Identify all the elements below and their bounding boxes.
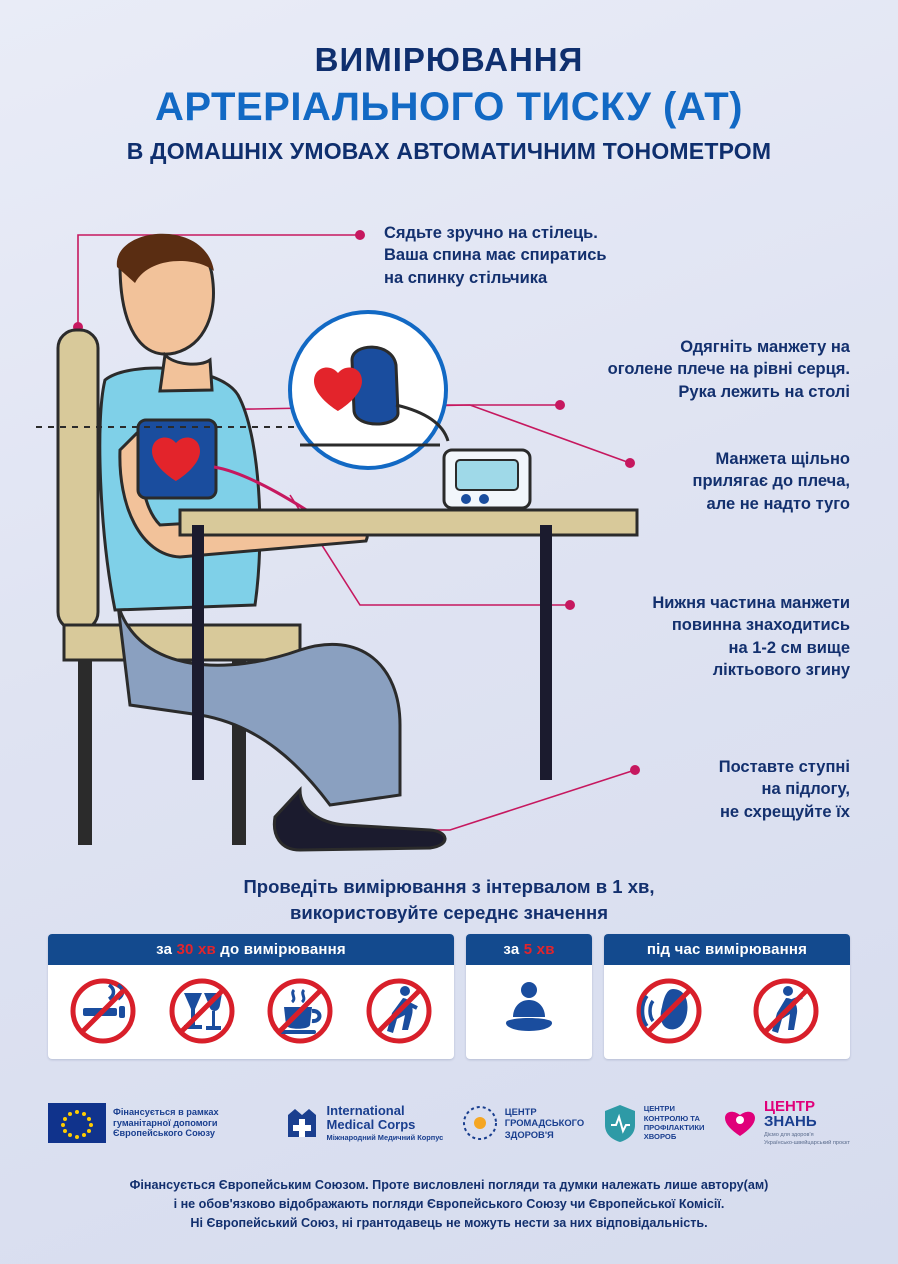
imc-text [327, 1104, 444, 1143]
callout-line: прилягає до плеча, [692, 472, 850, 491]
middle-note-line-2: використовуйте середнє значення [289, 901, 608, 923]
ccd-line-3: ПРОФІЛАКТИКИ [643, 1123, 705, 1132]
page-title [0, 42, 898, 165]
kc-line-2: ЗНАНЬ [763, 1113, 817, 1131]
callout-line: на спинку стільчика [384, 268, 548, 287]
eu-flag-icon [48, 1103, 106, 1143]
panel-header [466, 934, 592, 965]
rest-meditation-icon [487, 975, 571, 1047]
footer-line-2: і не обов'язково відображають погляди Європейського Союзу чи Європейської Комісії. [173, 1196, 725, 1211]
logo-knowledge-center [723, 1099, 850, 1147]
panel-during-measurement [604, 934, 850, 1059]
panel-head-before: під час вимірювання [646, 941, 808, 958]
callout-line: оголене плече на рівні серця. [607, 360, 850, 379]
logo-strip [48, 1092, 850, 1154]
phc-text [505, 1106, 584, 1140]
no-exercise-icon [357, 975, 441, 1047]
callout-cuff-position [540, 592, 850, 681]
knowledge-center-text [764, 1099, 850, 1147]
no-moving-icon [744, 975, 828, 1047]
callout-line: Поставте ступні [718, 758, 850, 776]
callout-line: але не надто туго [706, 494, 850, 513]
callout-cuff-on-bare-arm [520, 336, 850, 403]
rules-panels [48, 934, 850, 1059]
callout-cuff-snug [560, 448, 850, 515]
callout-line: ліктьового згину [712, 660, 850, 679]
title-line-2: АРТЕРІАЛЬНОГО ТИСКУ (АТ) [155, 85, 743, 130]
no-alcohol-icon [160, 975, 244, 1047]
callout-line: Сядьте зручно на стілець. [384, 224, 598, 242]
footer-disclaimer [0, 1176, 898, 1233]
panel-head-after: до вимірювання [215, 941, 346, 958]
callout-line: Нижня частина манжети [652, 594, 850, 612]
kc-sub-2: Українсько-швейцарський проєкт [763, 1140, 850, 1147]
imc-sub: Міжнародний Медичний Корпус [326, 1132, 444, 1142]
title-line-3: В ДОМАШНІХ УМОВАХ АВТОМАТИЧНИМ ТОНОМЕТРОМ [126, 138, 772, 165]
phc-mark-icon [462, 1105, 498, 1141]
magnifier-detail [290, 312, 448, 468]
logo-eu-funding [48, 1103, 265, 1143]
panel-body [466, 965, 592, 1059]
panel-head-highlight: 30 хв [176, 941, 216, 958]
imc-mark-icon [284, 1103, 320, 1143]
footer-line-3: Ні Європейський Союз, ні грантодавець не можуть нести за них відповідальність. [190, 1215, 708, 1230]
panel-header [604, 934, 850, 965]
no-talking-icon [627, 975, 711, 1047]
panel-before-30-min [48, 934, 454, 1059]
imc-name-line-2: Medical Corps [326, 1116, 416, 1132]
callout-line: Одягніть манжету на [680, 338, 850, 356]
callout-line: на 1-2 см вище [728, 638, 850, 657]
callout-feet-on-floor [590, 756, 850, 823]
ccd-text [644, 1104, 705, 1142]
panel-head-before: за [503, 941, 524, 958]
ccd-line-4: ХВОРОБ [643, 1132, 677, 1142]
callout-line: не схрещуйте їх [719, 802, 850, 821]
no-coffee-icon [258, 975, 342, 1047]
callout-sit-comfortably [384, 222, 684, 289]
callout-line: Рука лежить на столі [678, 382, 850, 401]
callout-line: повинна знаходитись [671, 616, 850, 635]
panel-before-5-min [466, 934, 592, 1059]
kc-sub-1: Діємо для здоров'я [763, 1131, 814, 1138]
ccd-shield-icon [603, 1103, 637, 1143]
panel-header [48, 934, 454, 965]
panel-head-highlight: 5 хв [523, 941, 555, 958]
no-smoking-icon [61, 975, 145, 1047]
callout-line: на підлогу, [761, 780, 850, 799]
logo-international-medical-corps [284, 1103, 444, 1143]
kc-line-1: ЦЕНТР [763, 1098, 815, 1116]
phc-line-2: ГРОМАДСЬКОГО [504, 1117, 585, 1129]
title-line-1: ВИМІРЮВАННЯ [314, 41, 584, 78]
logo-public-health-center [462, 1105, 584, 1141]
panel-body [604, 965, 850, 1059]
footer-line-1: Фінансується Європейським Союзом. Проте висловлені погляди та думки належать лише автору(ам) [129, 1178, 769, 1192]
eu-funding-text: Фінансується в рамках гуманітарної допомоги Європейського Союзу [113, 1107, 219, 1139]
middle-note-line-1: Проведіть вимірювання з інтервалом в 1 хв, [243, 876, 655, 897]
phc-line-3: ЗДОРОВ'Я [504, 1128, 554, 1140]
imc-name-line-1: International [326, 1102, 405, 1118]
callout-line: Манжета щільно [715, 450, 850, 468]
bp-monitor-device [444, 450, 530, 508]
panel-head-before: за [156, 941, 177, 958]
panel-body [48, 965, 454, 1059]
middle-note [0, 874, 898, 926]
callout-line: Ваша спина має спиратись [384, 246, 607, 265]
ccd-line-2: КОНТРОЛЮ ТА [643, 1113, 700, 1123]
phc-line-1: ЦЕНТР [504, 1106, 537, 1118]
person-head [117, 234, 214, 391]
logo-disease-control-center [603, 1103, 705, 1143]
knowledge-center-mark-icon [723, 1106, 757, 1140]
ccd-line-1: ЦЕНТРИ [643, 1104, 675, 1114]
